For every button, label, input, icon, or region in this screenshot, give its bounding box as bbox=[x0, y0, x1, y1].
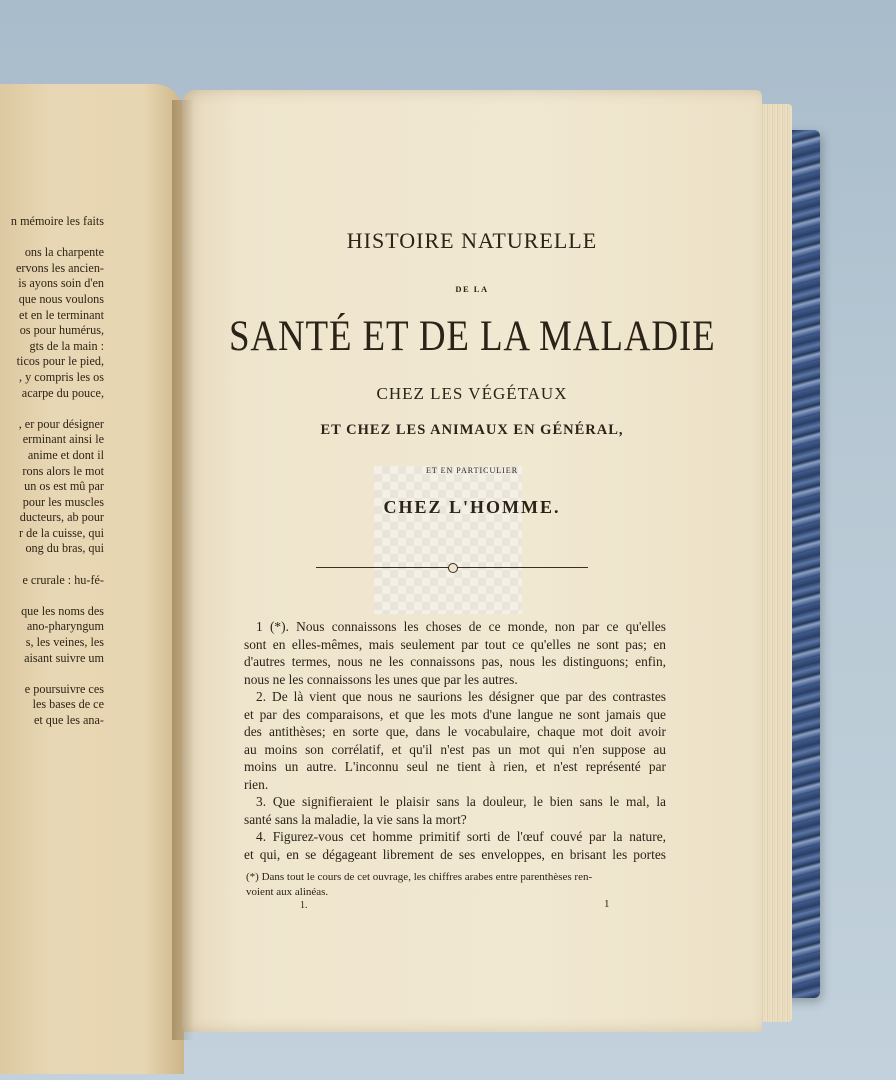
body-text bbox=[244, 618, 666, 863]
left-page bbox=[0, 84, 184, 1074]
left-page-line: e poursuivre ces bbox=[24, 681, 104, 696]
left-page-line: un os est mû par bbox=[24, 479, 104, 494]
left-page-line: acarpe du pouce, bbox=[21, 385, 104, 400]
left-page-line: , y compris les os bbox=[19, 369, 104, 384]
left-page-line: que les noms des bbox=[21, 603, 104, 618]
left-page-line: ervons les ancien- bbox=[16, 260, 104, 275]
left-page-line: r de la cuisse, qui bbox=[19, 525, 104, 540]
body-line: santé sans la maladie, la vie sans la mort? bbox=[244, 811, 467, 827]
body-line: d'autres termes, nous ne les connaissons pas, nous les distinguons; enfin, bbox=[244, 654, 666, 669]
footnote bbox=[246, 870, 664, 900]
left-page-line: is ayons soin d'en bbox=[18, 276, 104, 291]
left-page-line: ticos pour le pied, bbox=[16, 354, 104, 369]
title-line-2: DE LA bbox=[455, 284, 489, 294]
body-line: 4. Figurez-vous cet homme primitif sorti de l'œuf couvé par la nature, bbox=[256, 829, 666, 844]
body-line: nous ne les connaissons les unes que par les autres. bbox=[244, 671, 518, 687]
rule-ornament bbox=[448, 563, 458, 573]
left-page-line: ons la charpente bbox=[24, 245, 104, 260]
page-number: 1 bbox=[604, 898, 610, 910]
footnote-line: voient aux alinéas. bbox=[246, 886, 329, 898]
body-line: 2. De là vient que nous ne saurions les désigner que par des contrastes bbox=[256, 689, 666, 704]
subtitle-3: ET EN PARTICULIER bbox=[425, 466, 519, 475]
body-line: et qui, en se dégageant librement de ses enveloppes, en brisant les portes bbox=[244, 846, 666, 862]
left-page-line bbox=[0, 666, 104, 682]
body-line: au moins son corrélatif, et qu'il n'est pas un mot qui n'en suppose au bbox=[244, 741, 666, 757]
body-line: des antithèses; en sorte que, dans le vocabulaire, chaque mot doit avoir bbox=[244, 724, 666, 739]
left-page-line: que nous voulons bbox=[18, 291, 104, 306]
left-page-line: s, les veines, les bbox=[25, 635, 104, 650]
body-line: et par des comparaisons, et que les mots d'une langue ne sont jamais que bbox=[244, 706, 666, 722]
subtitle-1: CHEZ LES VÉGÉTAUX bbox=[376, 384, 568, 403]
left-page-line bbox=[0, 557, 104, 573]
body-line: moins un autre. L'inconnu seul ne tient à rien, et n'est représenté par bbox=[244, 759, 666, 774]
subtitle-4: CHEZ L'HOMME. bbox=[383, 497, 561, 517]
left-page-line: et que les ana- bbox=[33, 713, 104, 727]
draft-watermark bbox=[374, 466, 522, 614]
left-page-line: erminant ainsi le bbox=[22, 432, 104, 447]
left-page-line: ducteurs, ab pour bbox=[19, 510, 104, 525]
left-page-line: et en le terminant bbox=[19, 307, 104, 322]
left-page-line bbox=[0, 230, 104, 246]
left-page-line: pour les muscles bbox=[22, 494, 104, 509]
left-page-line: os pour humérus, bbox=[19, 323, 104, 338]
body-line: 3. Que signifieraient le plaisir sans la douleur, le bien sans le mal, la bbox=[256, 794, 666, 809]
main-title: SANTÉ ET DE LA MALADIE bbox=[228, 313, 716, 360]
left-page-line: e crurale : hu-fé- bbox=[22, 572, 104, 587]
left-page-line: , er pour désigner bbox=[18, 416, 104, 431]
subtitle-2: ET CHEZ LES ANIMAUX EN GÉNÉRAL, bbox=[320, 422, 624, 438]
left-page-line: ong du bras, qui bbox=[25, 541, 104, 556]
footnote-line: (*) Dans tout le cours de cet ouvrage, les chiffres arabes entre parenthèses ren- bbox=[246, 871, 593, 883]
left-page-line: anime et dont il bbox=[27, 447, 104, 462]
left-page-line: n mémoire les faits bbox=[10, 214, 104, 228]
title-line-1: HISTOIRE NATURELLE bbox=[346, 228, 598, 253]
body-line: 1 (*). Nous connaissons les choses de ce monde, non par ce qu'elles bbox=[256, 619, 666, 634]
body-line: rien. bbox=[244, 776, 269, 792]
left-page-line: les bases de ce bbox=[32, 697, 104, 712]
left-page-line bbox=[0, 401, 104, 417]
body-line: sont en elles-mêmes, mais seulement par tout ce qu'elles ne sont pas; en bbox=[244, 636, 666, 652]
signature-mark: 1. bbox=[300, 900, 308, 911]
left-page-line: rons alors le mot bbox=[22, 463, 104, 478]
left-page-line bbox=[0, 588, 104, 604]
left-page-line: aisant suivre um bbox=[24, 650, 104, 665]
left-page-line: gts de la main : bbox=[29, 338, 104, 353]
left-page-line: ano-pharyngum bbox=[26, 619, 104, 634]
left-page-text bbox=[0, 214, 104, 729]
